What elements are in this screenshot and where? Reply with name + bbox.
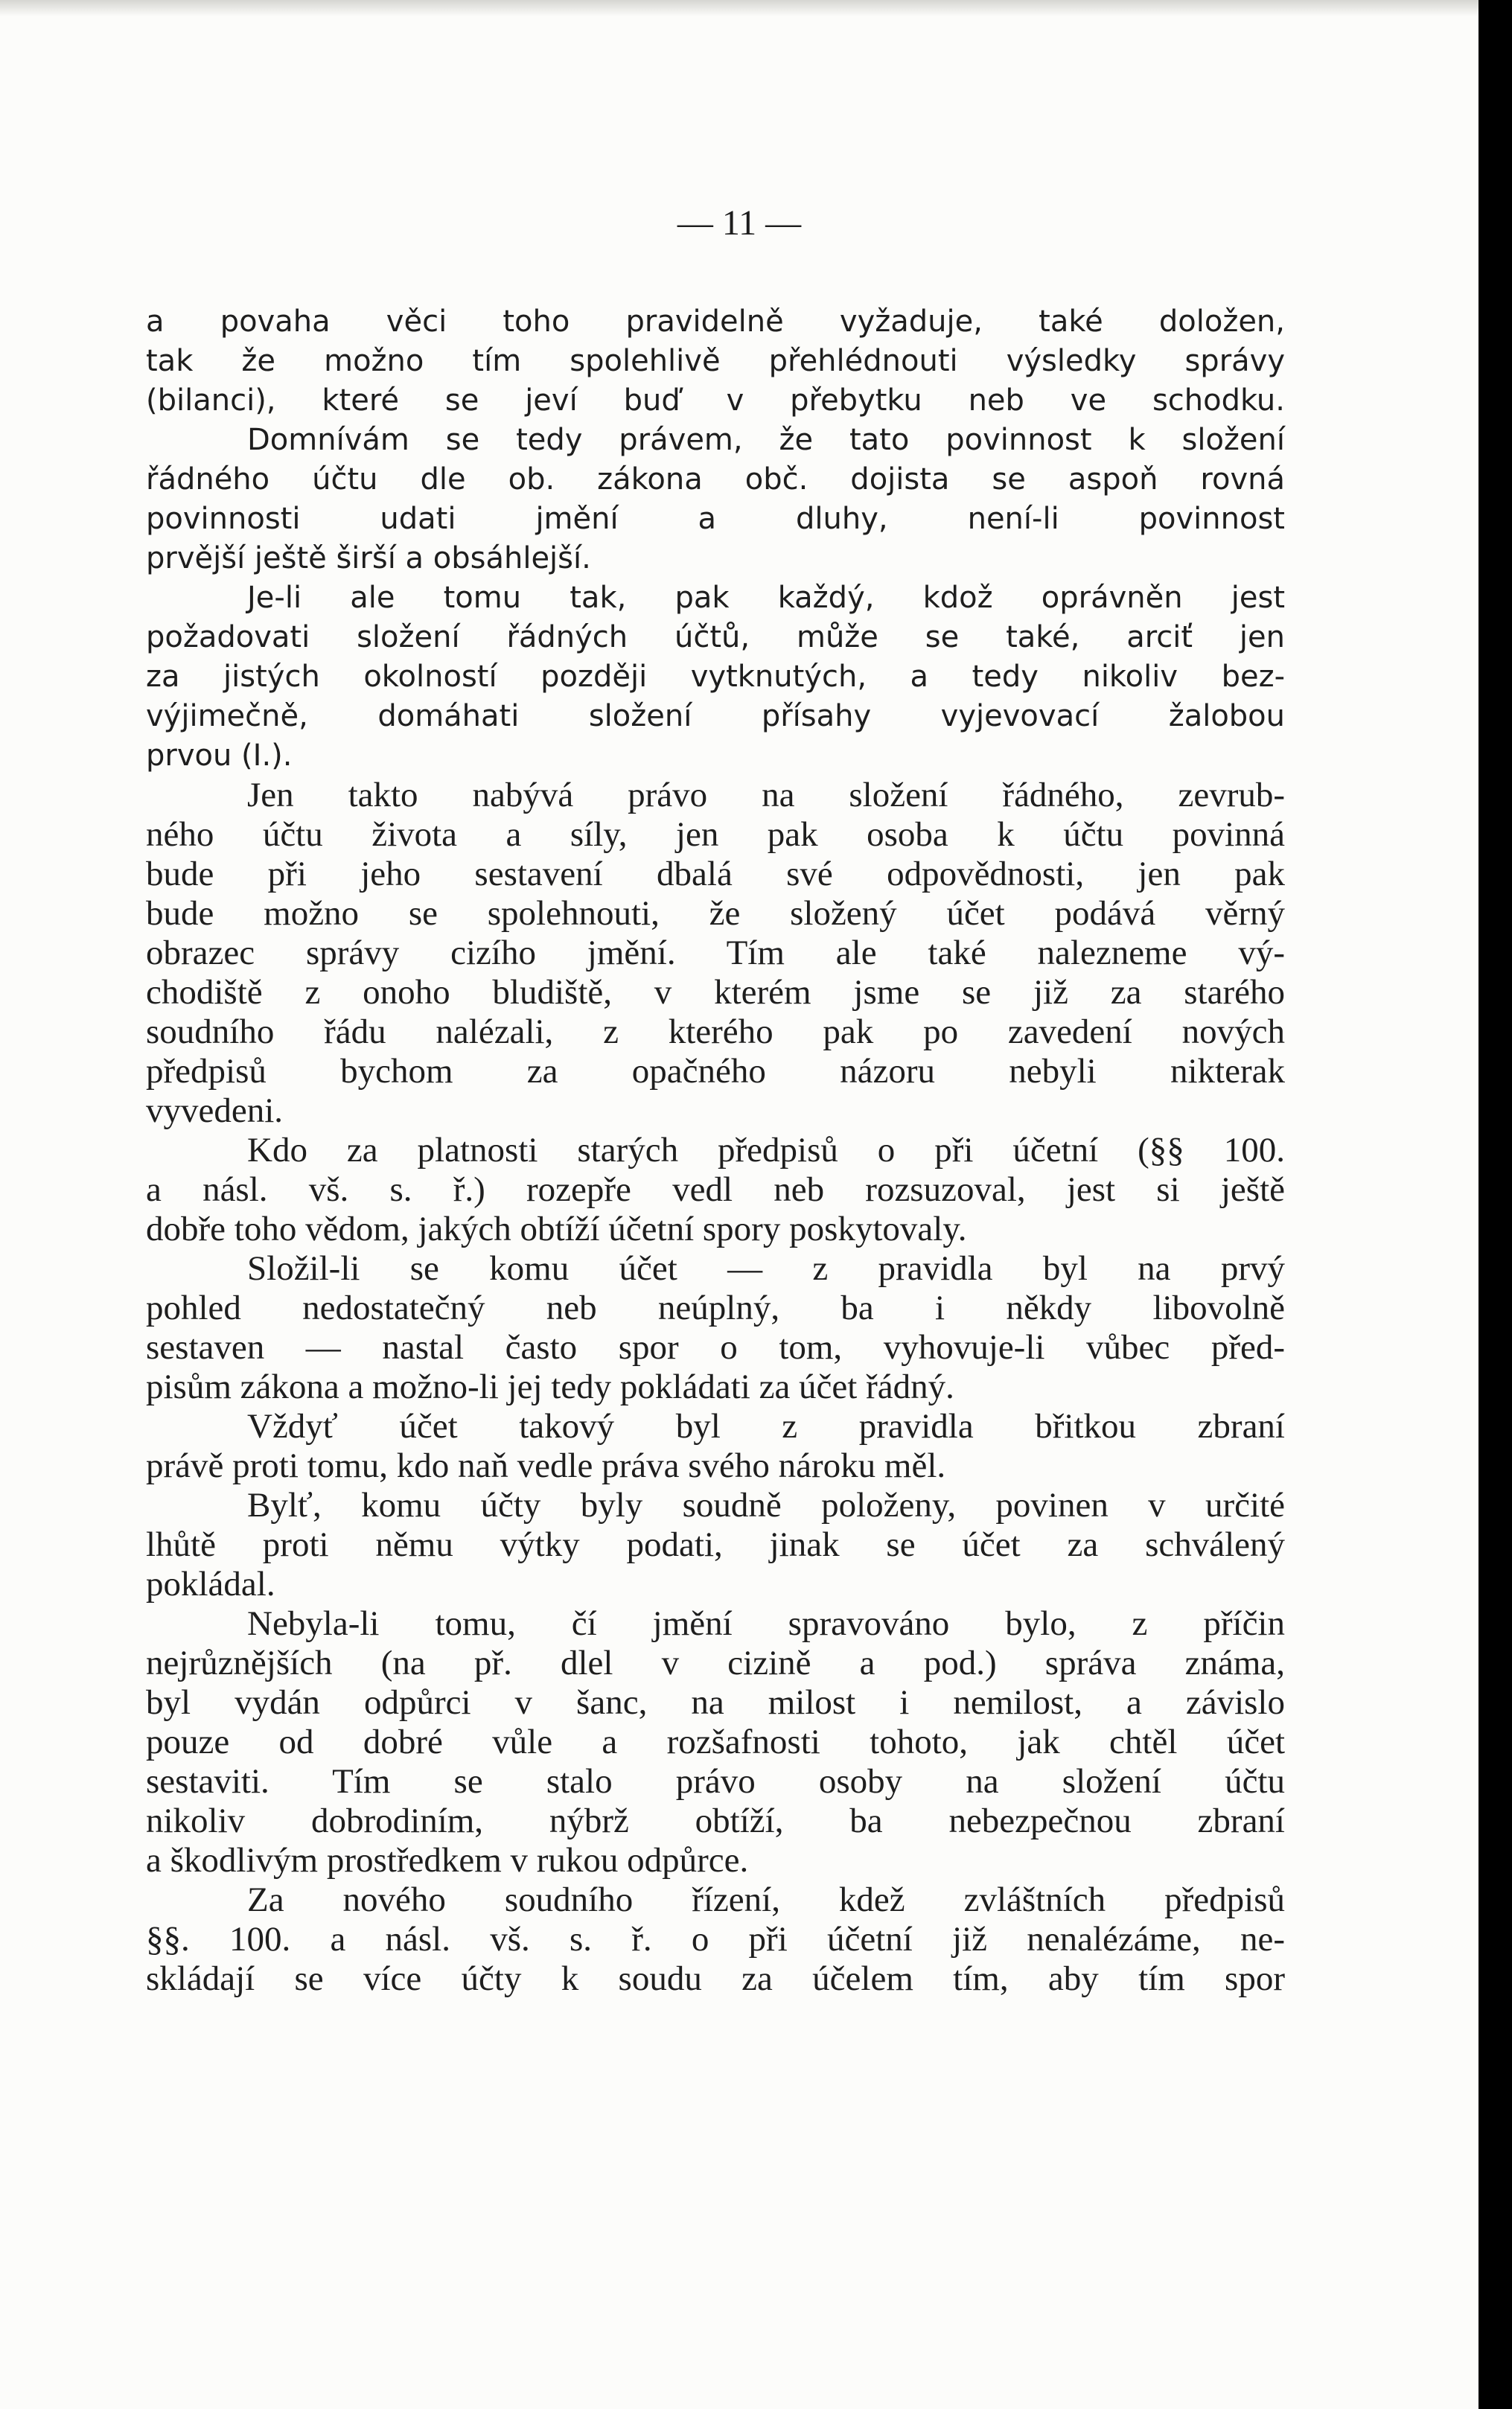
paragraph-start-line: Vždyť účet takový byl z pravidla břitkou zbraní [247,1407,1285,1446]
text-line: chodiště z onoho bludiště, v kterém jsme se již za starého [146,973,1285,1012]
text-line: soudního řádu nalézali, z kterého pak po zavedení nových [146,1012,1285,1051]
paragraph-start-line: Kdo za platnosti starých předpisů o při účetní (§§ 100. [247,1131,1285,1170]
text-line: pouze od dobré vůle a rozšafnosti tohoto, jak chtěl účet [146,1723,1285,1761]
text-line: právě proti tomu, kdo naň vedle práva svého nároku měl. [146,1446,946,1485]
text-line: sestaven — nastal často spor o tom, vyhovuje-li vůbec před- [146,1328,1285,1367]
text-line: požadovati složení řádných účtů, může se také, arciť jen [146,620,1285,654]
text-line: bude možno se spolehnouti, že složený účet podává věrný [146,894,1285,933]
text-line: bude při jeho sestavení dbalá své odpovědnosti, jen pak [146,855,1285,893]
text-line: tak že možno tím spolehlivě přehlédnouti výsledky správy [146,344,1285,378]
paragraph-start-line: Za nového soudního řízení, kdež zvláštních předpisů [247,1880,1285,1919]
text-line: vyvedeni. [146,1091,284,1130]
text-line: a škodlivým prostředkem v rukou odpůrce. [146,1841,749,1880]
text-line: prvější ještě širší a obsáhlejší. [146,541,591,575]
text-line: výjimečně, domáhati složení přísahy vyjevovací žalobou [146,699,1285,733]
text-line: nikoliv dobrodiním, nýbrž obtíží, ba nebezpečnou zbraní [146,1802,1285,1840]
page-number: — 11 — [677,203,802,243]
text-line: prvou (I.). [146,738,293,773]
text-line: za jistých okolností později vytknutých, a tedy nikoliv bez- [146,660,1285,694]
text-line: (bilanci), které se jeví buď v přebytku neb ve schodku. [146,383,1285,418]
text-line: nejrůznějších (na př. dlel v cizině a pod.) správa známa, [146,1644,1285,1682]
text-line: předpisů bychom za opačného názoru nebyli nikterak [146,1052,1285,1091]
text-line: povinnosti udati jmění a dluhy, není-li povinnost [146,502,1285,536]
text-line: lhůtě proti němu výtky podati, jinak se účet za schválený [146,1525,1285,1564]
text-line: sestaviti. Tím se stalo právo osoby na složení účtu [146,1762,1285,1801]
text-line: a násl. vš. s. ř.) rozepře vedl neb rozsuzoval, jest si ještě [146,1170,1285,1209]
text-line: obrazec správy cizího jmění. Tím ale také nalezneme vý- [146,934,1285,972]
text-line: byl vydán odpůrci v šanc, na milost i nemilost, a závislo [146,1683,1285,1722]
paragraph-start-line: Jen takto nabývá právo na složení řádného, zevrub- [247,776,1285,814]
paragraph-start-line: Složil-li se komu účet — z pravidla byl na prvý [247,1249,1285,1288]
paragraph-start-line: Domnívám se tedy právem, že tato povinnost k složení [247,423,1285,457]
paragraph-start-line: Nebyla-li tomu, čí jmění spravováno bylo, z příčin [247,1604,1285,1643]
text-line: §§. 100. a násl. vš. s. ř. o při účetní již nenalézáme, ne- [146,1920,1285,1959]
text-line: řádného účtu dle ob. zákona obč. dojista se aspoň rovná [146,462,1285,497]
body-text [146,302,1285,1999]
text-line: ného účtu života a síly, jen pak osoba k účtu povinná [146,815,1285,854]
text-line: pohled nedostatečný neb neúplný, ba i někdy libovolně [146,1289,1285,1327]
paragraph-start-line: Je-li ale tomu tak, pak každý, kdož oprávněn jest [247,581,1285,615]
text-line: dobře toho vědom, jakých obtíží účetní spory poskytovaly. [146,1210,967,1248]
paragraph-start-line: Bylť, komu účty byly soudně položeny, povinen v určité [247,1486,1285,1525]
text-line: pokládal. [146,1565,275,1604]
text-line: skládají se více účty k soudu za účelem tím, aby tím spor [146,1959,1285,1998]
text-line: pisům zákona a možno-li jej tedy pokládati za účet řádný. [146,1368,954,1406]
text-line: a povaha věci toho pravidelně vyžaduje, také doložen, [146,304,1285,339]
